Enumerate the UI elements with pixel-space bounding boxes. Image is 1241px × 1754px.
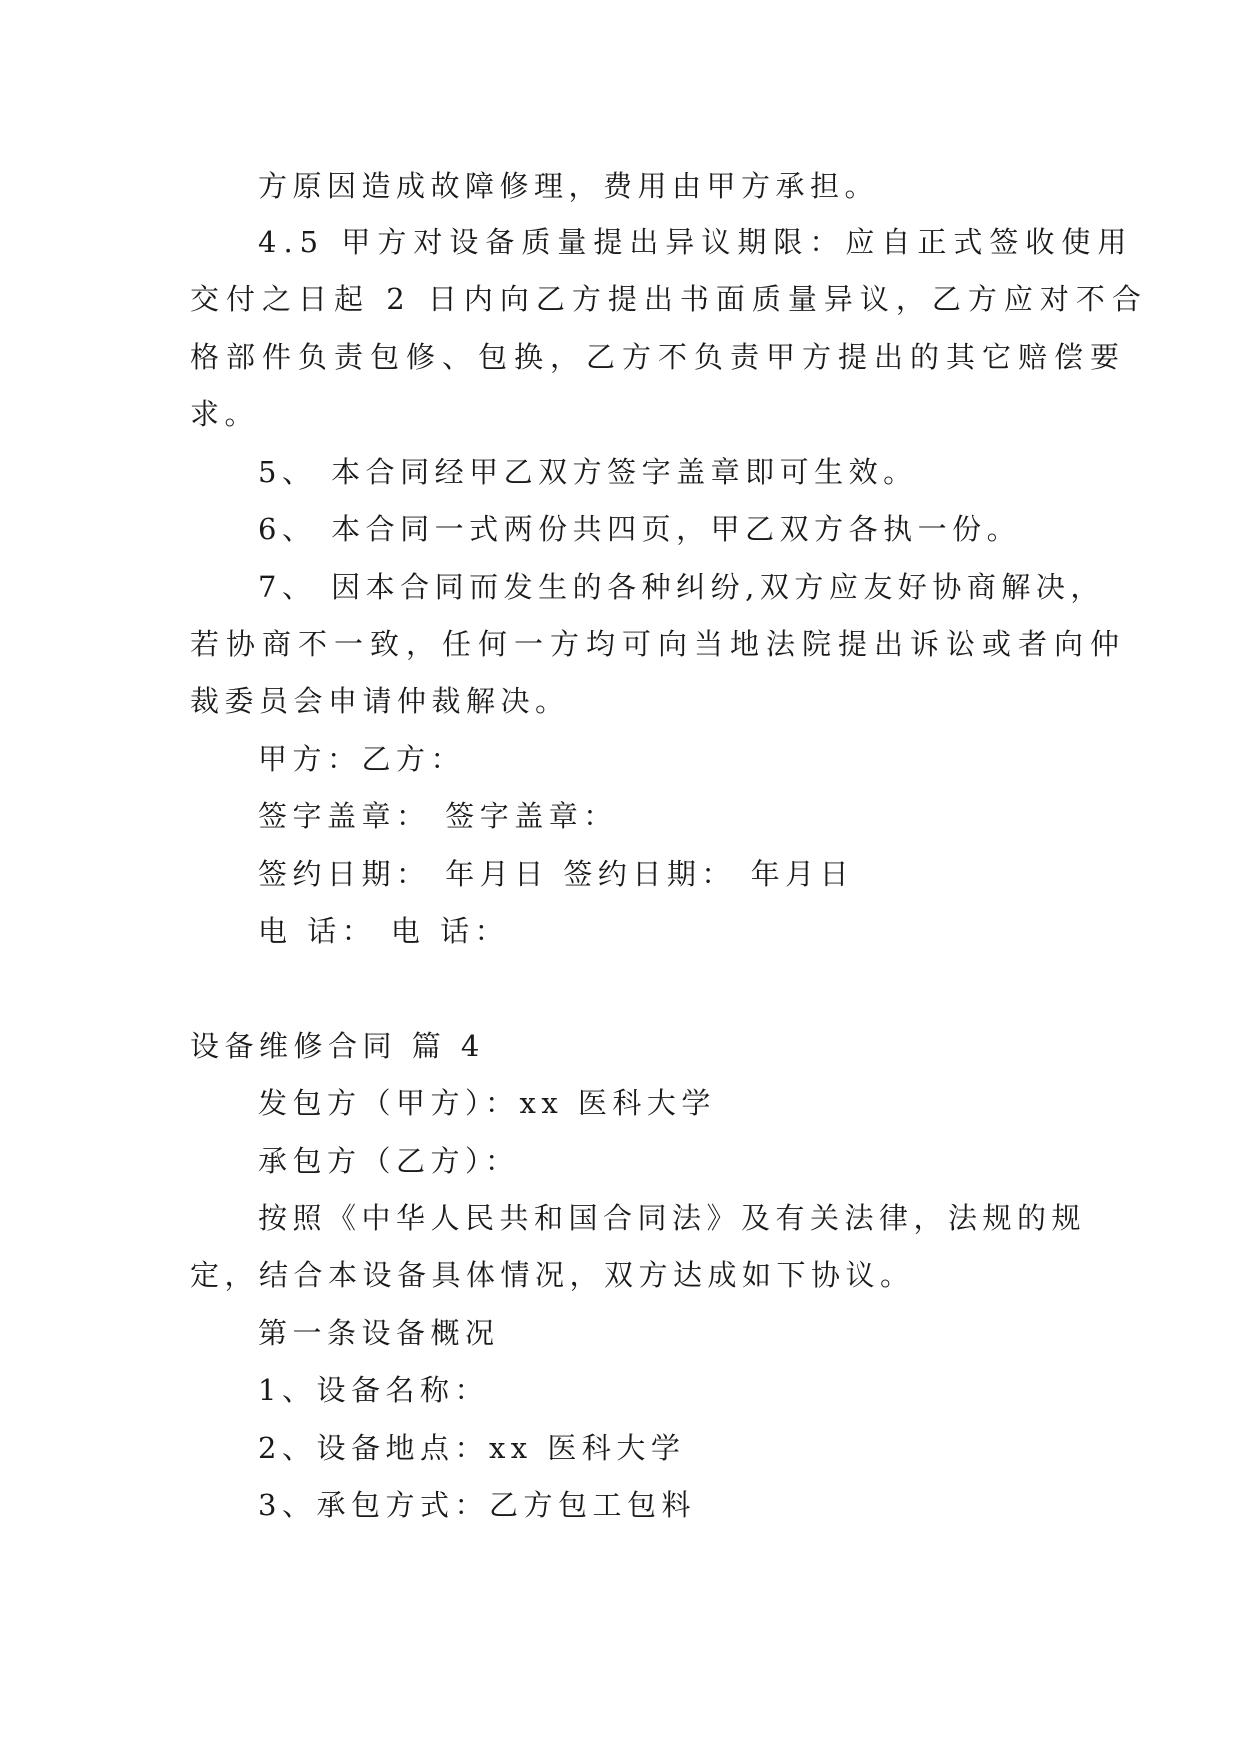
paragraph-line: 格部件负责包修、包换，乙方不负责甲方提出的其它赔偿要 (190, 340, 1127, 374)
paragraph-line: 4.5 甲方对设备质量提出异议期限：应自正式签收使用 (258, 225, 1134, 259)
employer-line: 发包方（甲方）：xx 医科大学 (258, 1086, 716, 1120)
date-labels: 签约日期： 年月日 签约日期： 年月日 (258, 857, 855, 891)
clause-7: 7、 因本合同而发生的各种纠纷,双方应友好协商解决， (258, 570, 1105, 604)
paragraph-line: 交付之日起 2 日内向乙方提出书面质量异议，乙方应对不合 (190, 282, 1148, 316)
clause-6: 6、 本合同一式两份共四页，甲乙双方各执一份。 (258, 512, 1022, 546)
contractor-line: 承包方（乙方）： (258, 1144, 520, 1178)
paragraph-line: 定，结合本设备具体情况，双方达成如下协议。 (190, 1258, 915, 1292)
list-item: 2、设备地点：xx 医科大学 (258, 1431, 686, 1465)
party-labels: 甲方：乙方： (258, 742, 466, 776)
clause-5: 5、 本合同经甲乙双方签字盖章即可生效。 (258, 455, 918, 489)
paragraph-line: 若协商不一致，任何一方均可向当地法院提出诉讼或者向仲 (190, 627, 1127, 661)
paragraph-line: 方原因造成故障修理，费用由甲方承担。 (258, 169, 880, 203)
paragraph-line: 裁委员会申请仲裁解决。 (190, 684, 570, 718)
article-heading: 第一条设备概况 (258, 1316, 500, 1350)
signature-labels: 签字盖章： 签字盖章： (258, 799, 618, 833)
list-item: 3、承包方式：乙方包工包料 (258, 1488, 696, 1522)
list-item: 1、设备名称： (258, 1373, 489, 1407)
paragraph-line: 按照《中华人民共和国合同法》及有关法律，法规的规 (258, 1201, 1087, 1235)
section-title: 设备维修合同 篇 4 (190, 1029, 485, 1063)
paragraph-line: 求。 (190, 397, 260, 431)
phone-labels: 电 话： 电 话： (258, 914, 510, 948)
